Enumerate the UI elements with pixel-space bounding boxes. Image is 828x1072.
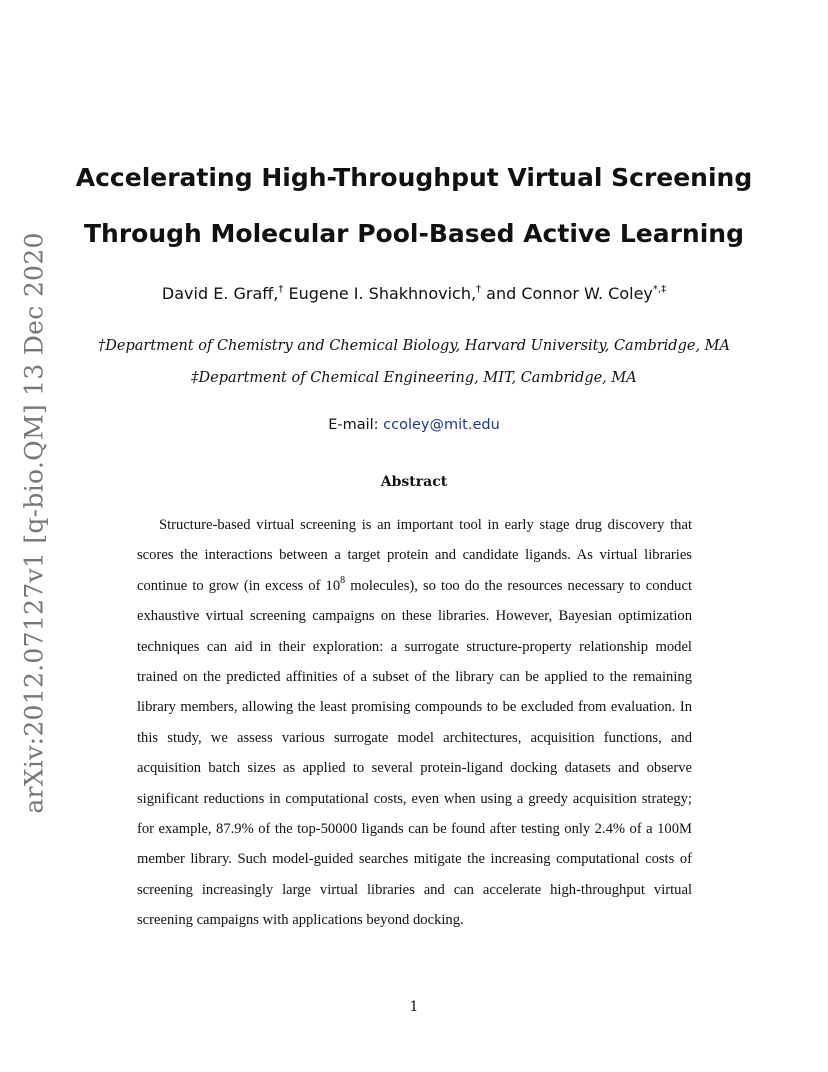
abstract-exponent: 8 <box>340 574 346 586</box>
author-1-affiliation-mark: † <box>278 284 284 295</box>
arxiv-sidebar <box>15 232 53 814</box>
abstract-body <box>137 510 692 936</box>
abstract-text-part-1: Structure-based virtual screening is an important tool in early stage drug discovery that scores the interactions between a target protein and candidate ligands. As virtual libraries continue to grow (in excess of 10 <box>137 517 692 594</box>
title-line-1: Accelerating High-Throughput Virtual Screening <box>75 163 753 192</box>
title-line-2: Through Molecular Pool-Based Active Learning <box>84 219 744 248</box>
email-label: E-mail: <box>328 417 384 433</box>
author-list <box>60 284 768 303</box>
paper-title <box>60 150 768 262</box>
author-2-affiliation-mark: † <box>476 284 482 295</box>
affiliation-harvard: †Department of Chemistry and Chemical Biology, Harvard University, Cambridge, MA <box>98 338 730 354</box>
page-number: 1 <box>409 999 419 1015</box>
contact-email <box>60 417 768 433</box>
email-link[interactable]: ccoley@mit.edu <box>383 417 500 433</box>
abstract-heading: Abstract <box>380 474 448 490</box>
author-3-affiliation-mark: *,‡ <box>652 284 667 295</box>
author-3: and Connor W. Coley <box>486 284 653 303</box>
affiliation-mit: ‡Department of Chemical Engineering, MIT, Cambridge, MA <box>191 370 637 386</box>
arxiv-identifier: arXiv:2012.07127v1 [q-bio.QM] 13 Dec 2020 <box>19 232 49 814</box>
author-1: David E. Graff, <box>161 284 279 303</box>
author-2: Eugene I. Shakhnovich, <box>288 284 477 303</box>
abstract-text-part-2: molecules), so too do the resources necessary to conduct exhaustive virtual screening campaigns on these libraries. However, Bayesian optimization techniques can aid in their exploration: a surrogate structure-property relationship model trained on the predicted affinities of a subset of the library can be applied to the remaining library members, allowing the least promising compounds to be excluded from evaluation. In this study, we assess various surrogate model architectures, acquisition functions, and acquisition batch sizes as applied to several protein-ligand docking datasets and observe significant reductions in computational costs, even when using a greedy acquisition strategy; for example, 87.9% of the top-50000 ligands can be found after testing only 2.4% of a 100M member library. Such model-guided searches mitigate the increasing computational costs of screening increasingly large virtual libraries and can accelerate high-throughput virtual screening campaigns with applications beyond docking. <box>137 577 692 929</box>
